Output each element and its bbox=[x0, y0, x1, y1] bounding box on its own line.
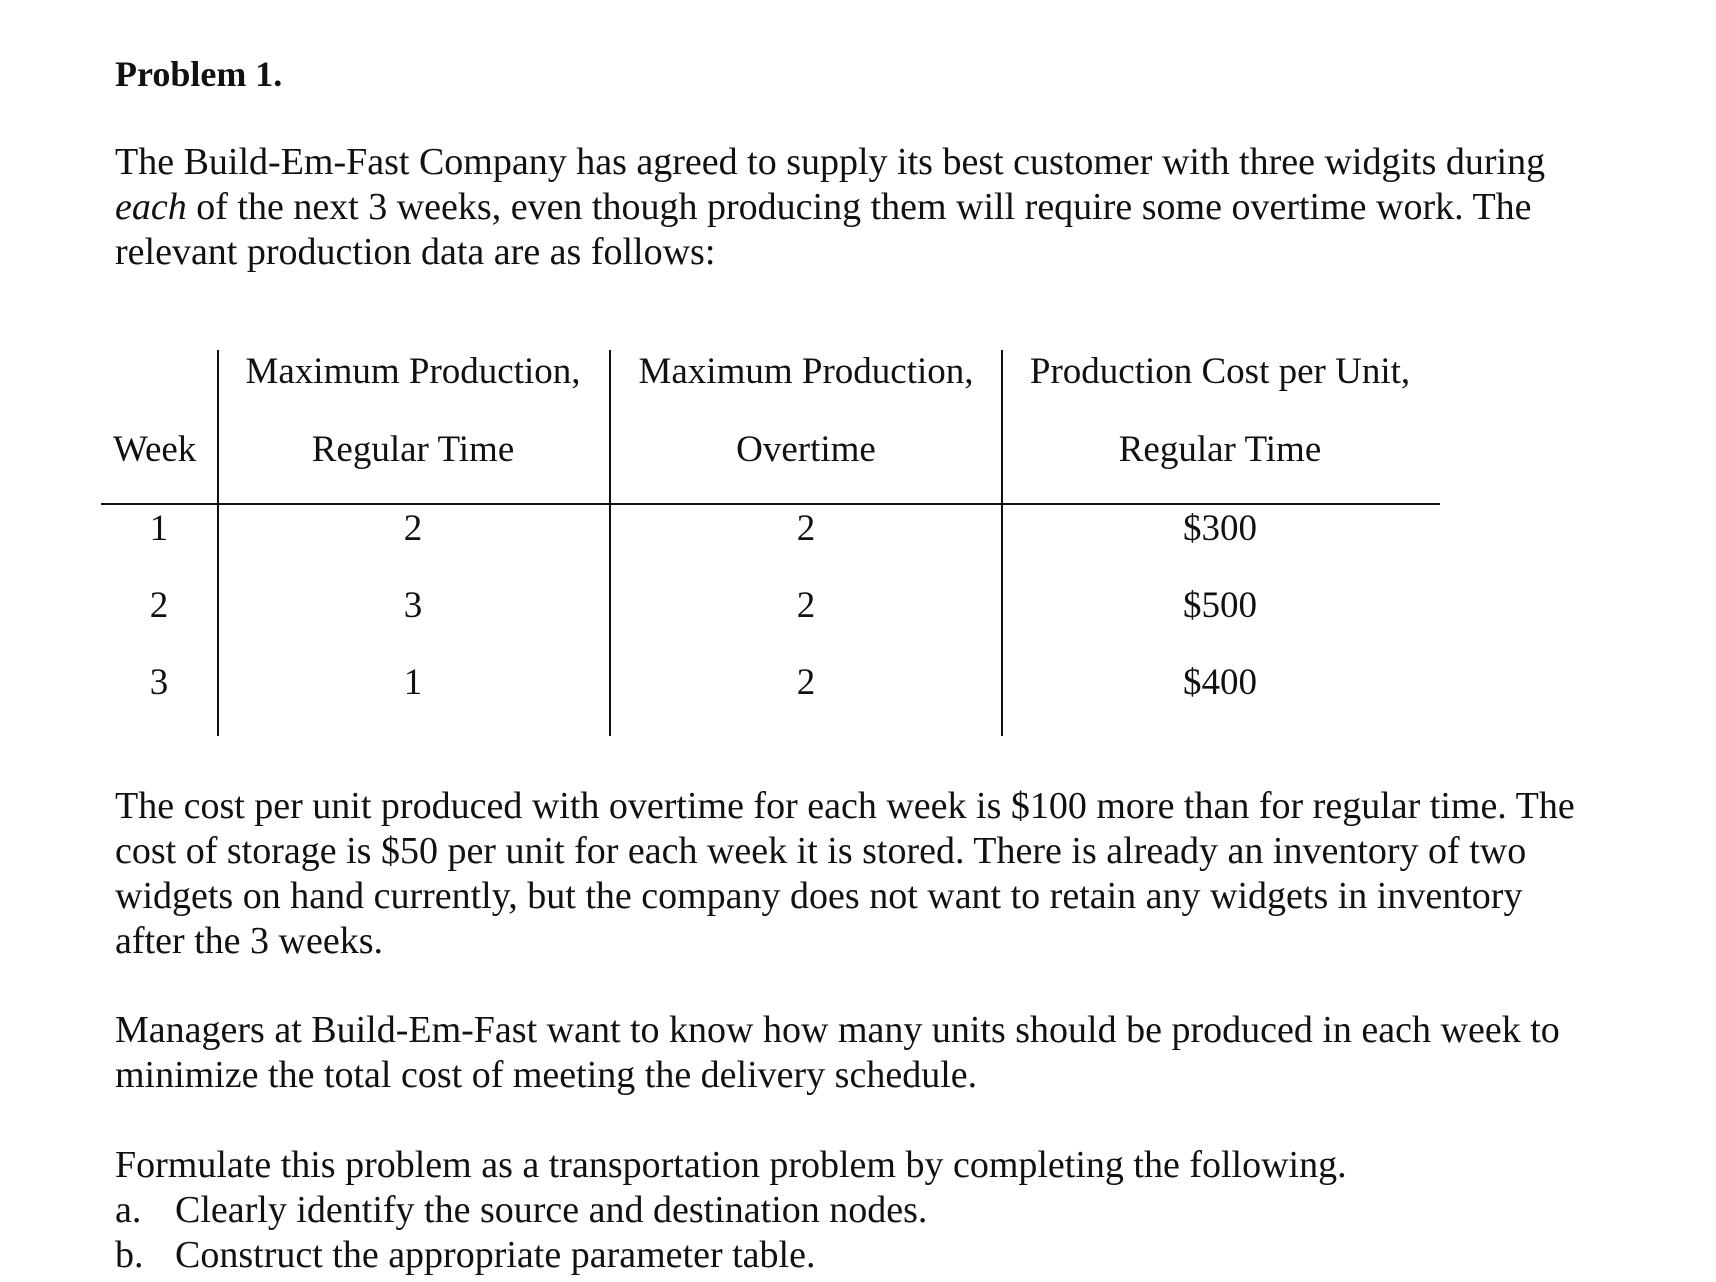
table-row-1-overtime: 2 bbox=[796, 508, 816, 549]
table-divider-regular bbox=[609, 350, 611, 736]
list-text-a: Clearly identify the source and destination nodes. bbox=[175, 1189, 928, 1231]
header-regular-line-2: Regular Time bbox=[311, 429, 515, 470]
table-divider-week bbox=[217, 350, 219, 736]
header-overtime-line-1: Maximum Production, bbox=[638, 351, 974, 392]
table-row-1-regular: 2 bbox=[403, 508, 423, 549]
intro-paragraph bbox=[115, 140, 1545, 275]
list-text-b: Construct the appropriate parameter table. bbox=[175, 1234, 816, 1276]
header-week: Week bbox=[113, 429, 197, 470]
intro-line-1: The Build-Em-Fast Company has agreed to supply its best customer with three widgits during bbox=[115, 141, 1546, 183]
managers-paragraph bbox=[115, 1008, 1560, 1098]
table-row-3-cost: $400 bbox=[1183, 662, 1257, 703]
costs-line-2: cost of storage is $50 per unit for each week it is stored. There is already an inventory of two bbox=[115, 830, 1527, 872]
costs-line-4: after the 3 weeks. bbox=[115, 920, 383, 962]
header-cost-line-2: Regular Time bbox=[1118, 429, 1322, 470]
problem-title: Problem 1. bbox=[115, 54, 283, 94]
costs-line-3: widgets on hand currently, but the company does not want to retain any widgets in inventory bbox=[115, 875, 1523, 917]
managers-line-1: Managers at Build-Em-Fast want to know how many units should be produced in each week to bbox=[115, 1009, 1560, 1051]
header-overtime-line-2: Overtime bbox=[736, 429, 876, 470]
list-marker-a: a. bbox=[115, 1189, 142, 1231]
table-row-1-cost: $300 bbox=[1183, 508, 1257, 549]
formulate-intro: Formulate this problem as a transportation problem by completing the following. bbox=[115, 1144, 1347, 1186]
costs-paragraph bbox=[115, 784, 1575, 964]
formulate-section bbox=[115, 1143, 1347, 1278]
costs-line-1: The cost per unit produced with overtime for each week is $100 more than for regular time. The bbox=[115, 785, 1575, 827]
table-row-3-week: 3 bbox=[149, 662, 169, 703]
table-row-1-week: 1 bbox=[149, 508, 169, 549]
table-row-3-regular: 1 bbox=[403, 662, 423, 703]
header-regular-line-1: Maximum Production, bbox=[245, 351, 581, 392]
managers-line-2: minimize the total cost of meeting the delivery schedule. bbox=[115, 1054, 978, 1096]
table-row-2-week: 2 bbox=[149, 585, 169, 626]
list-item-b bbox=[115, 1233, 1347, 1278]
intro-line-2 bbox=[115, 185, 1545, 230]
intro-line-2-rest: of the next 3 weeks, even though producing them will require some overtime work. The bbox=[186, 186, 1532, 228]
table-row-2-cost: $500 bbox=[1183, 585, 1257, 626]
intro-line-3: relevant production data are as follows: bbox=[115, 231, 716, 273]
list-marker-b: b. bbox=[115, 1234, 144, 1276]
table-divider-overtime bbox=[1001, 350, 1003, 736]
table-row-2-overtime: 2 bbox=[796, 585, 816, 626]
intro-emphasis: each bbox=[115, 186, 187, 228]
table-row-3-overtime: 2 bbox=[796, 662, 816, 703]
table-header-rule bbox=[101, 503, 1440, 505]
list-item-a bbox=[115, 1188, 1347, 1233]
table-row-2-regular: 3 bbox=[403, 585, 423, 626]
header-cost-line-1: Production Cost per Unit, bbox=[1029, 351, 1411, 392]
